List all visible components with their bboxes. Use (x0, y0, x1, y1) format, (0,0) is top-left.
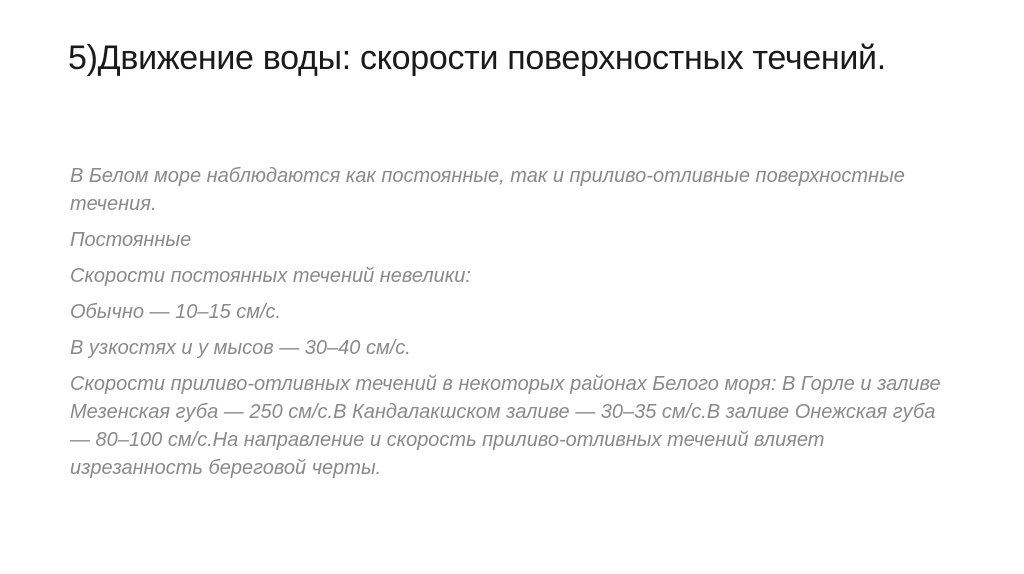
slide-body (70, 162, 950, 490)
paragraph-constant-speeds: Скорости постоянных течений невелики: (70, 265, 471, 287)
paragraph-intro: В Белом море наблюдаются как постоянные, так и приливо-отливные поверхностные течения. (70, 165, 905, 215)
paragraph-tidal-speeds: Скорости приливо-отливных течений в некоторых районах Белого моря: В Горле и заливе Мезенская губа — 250 см/с.В Кандалакшском заливе — 30–35 см/с.В заливе Онежская губа — 80–100 см/с.На направление и скорость приливо-отливных течений влияет изрезанность береговой черты. (70, 373, 941, 479)
paragraph-constant-heading: Постоянные (70, 229, 192, 251)
paragraph-usual-speed: Обычно — 10–15 см/с. (70, 301, 282, 323)
slide-title: 5)Движение воды: скорости поверхностных течений. (68, 39, 886, 77)
paragraph-narrows-speed: В узкостях и у мысов — 30–40 см/с. (70, 337, 411, 359)
